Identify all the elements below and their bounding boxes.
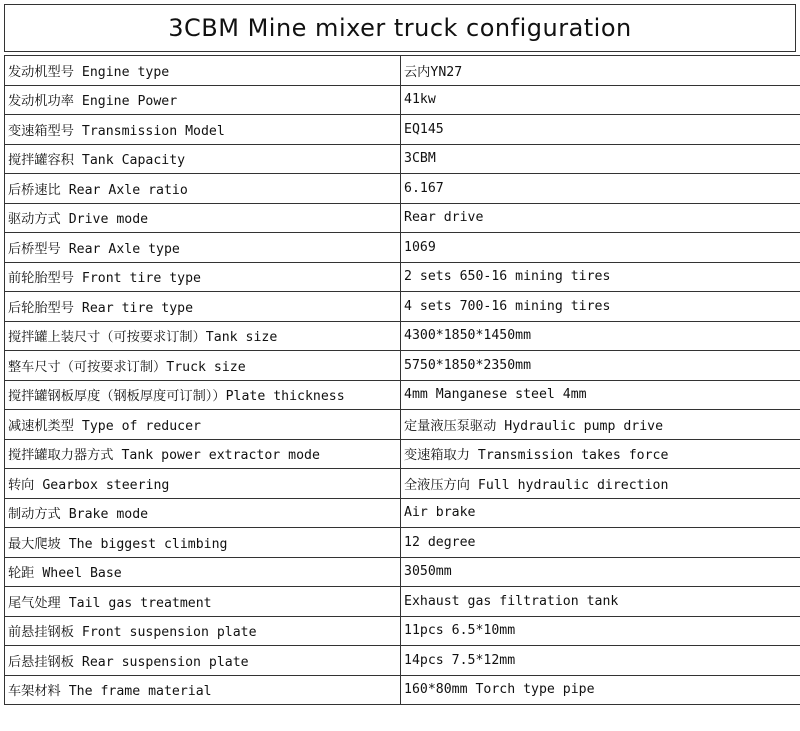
value-cell: Air brake [401, 498, 800, 528]
parameter-cell: 车架材料 The frame material [5, 675, 401, 705]
parameter-cell: 驱动方式 Drive mode [5, 203, 401, 233]
parameter-cell: 轮距 Wheel Base [5, 557, 401, 587]
value-cell: 3050mm [401, 557, 800, 587]
table-row [5, 115, 800, 145]
parameter-cell: 发动机功率 Engine Power [5, 85, 401, 115]
table-row [5, 616, 800, 646]
table-row [5, 203, 800, 233]
table-row [5, 144, 800, 174]
value-cell: 4 sets 700-16 mining tires [401, 292, 800, 322]
value-cell: 3CBM [401, 144, 800, 174]
table-row [5, 292, 800, 322]
table-row [5, 410, 800, 440]
parameter-cell: 整车尺寸（可按要求订制）Truck size [5, 351, 401, 381]
value-cell: 1069 [401, 233, 800, 263]
parameter-cell: 搅拌罐容积 Tank Capacity [5, 144, 401, 174]
parameter-cell: 发动机型号 Engine type [5, 56, 401, 86]
parameter-cell: 后桥型号 Rear Axle type [5, 233, 401, 263]
table-row [5, 56, 800, 86]
value-cell: 41kw [401, 85, 800, 115]
parameter-cell: 后轮胎型号 Rear tire type [5, 292, 401, 322]
value-cell: 4300*1850*1450mm [401, 321, 800, 351]
parameter-cell: 搅拌罐钢板厚度（钢板厚度可订制））Plate thickness [5, 380, 401, 410]
spec-table-body [5, 56, 800, 705]
value-cell: Exhaust gas filtration tank [401, 587, 800, 617]
table-row [5, 675, 800, 705]
parameter-cell: 尾气处理 Tail gas treatment [5, 587, 401, 617]
value-cell: 变速箱取力 Transmission takes force [401, 439, 800, 469]
value-cell: Rear drive [401, 203, 800, 233]
parameter-cell: 搅拌罐上装尺寸（可按要求订制）Tank size [5, 321, 401, 351]
parameter-cell: 搅拌罐取力器方式 Tank power extractor mode [5, 439, 401, 469]
value-cell: 2 sets 650-16 mining tires [401, 262, 800, 292]
value-cell: 12 degree [401, 528, 800, 558]
parameter-cell: 后悬挂钢板 Rear suspension plate [5, 646, 401, 676]
table-row [5, 233, 800, 263]
table-row [5, 85, 800, 115]
parameter-cell: 减速机类型 Type of reducer [5, 410, 401, 440]
table-row [5, 528, 800, 558]
parameter-cell: 转向 Gearbox steering [5, 469, 401, 499]
table-row [5, 351, 800, 381]
value-cell: 4mm Manganese steel 4mm [401, 380, 800, 410]
table-row [5, 380, 800, 410]
table-row [5, 587, 800, 617]
table-row [5, 321, 800, 351]
value-cell: 云内YN27 [401, 56, 800, 86]
parameter-cell: 变速箱型号 Transmission Model [5, 115, 401, 145]
value-cell: EQ145 [401, 115, 800, 145]
parameter-cell: 后桥速比 Rear Axle ratio [5, 174, 401, 204]
parameter-cell: 制动方式 Brake mode [5, 498, 401, 528]
value-cell: 11pcs 6.5*10mm [401, 616, 800, 646]
table-row [5, 557, 800, 587]
value-cell: 定量液压泵驱动 Hydraulic pump drive [401, 410, 800, 440]
value-cell: 14pcs 7.5*12mm [401, 646, 800, 676]
table-row [5, 469, 800, 499]
spec-table [4, 55, 800, 705]
value-cell: 5750*1850*2350mm [401, 351, 800, 381]
table-row [5, 498, 800, 528]
table-row [5, 174, 800, 204]
value-cell: 全液压方向 Full hydraulic direction [401, 469, 800, 499]
page-title: 3CBM Mine mixer truck configuration [4, 4, 796, 52]
table-row [5, 262, 800, 292]
value-cell: 160*80mm Torch type pipe [401, 675, 800, 705]
parameter-cell: 前悬挂钢板 Front suspension plate [5, 616, 401, 646]
parameter-cell: 前轮胎型号 Front tire type [5, 262, 401, 292]
value-cell: 6.167 [401, 174, 800, 204]
table-row [5, 646, 800, 676]
table-row [5, 439, 800, 469]
parameter-cell: 最大爬坡 The biggest climbing [5, 528, 401, 558]
